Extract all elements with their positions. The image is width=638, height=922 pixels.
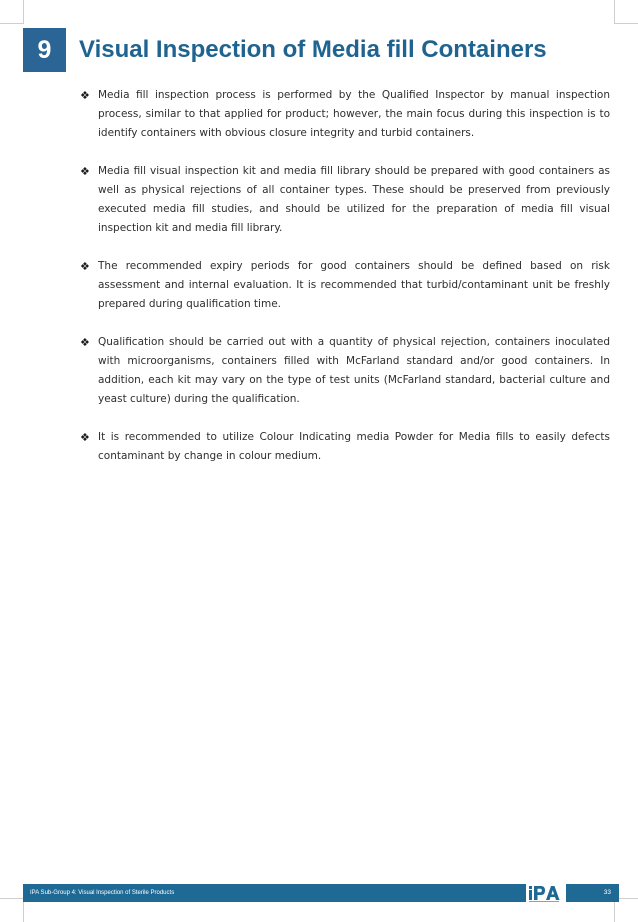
- footer-text: IPA Sub-Group 4: Visual Inspection of Sterile Products: [30, 890, 175, 896]
- crop-mark: [23, 0, 24, 24]
- ipa-logo: [526, 881, 566, 905]
- ipa-logo-icon: [528, 883, 564, 903]
- diamond-cross-bullet-icon: ❖: [80, 165, 90, 178]
- bullet-text: Qualification should be carried out with a quantity of physical rejection, containers inoculated with microorganisms, containers filled with McFarland standard and/or good containers. In addition, each kit may vary on the type of test units (McFarland standard, bacterial culture and yeast culture) during the qualification.: [98, 336, 610, 405]
- footer-bar: [23, 884, 619, 902]
- crop-mark: [614, 0, 615, 24]
- list-item: [80, 333, 610, 409]
- crop-mark: [0, 23, 24, 24]
- list-item: [80, 428, 610, 466]
- diamond-cross-bullet-icon: ❖: [80, 89, 90, 102]
- list-item: [80, 86, 610, 143]
- bullet-text: Media fill visual inspection kit and media fill library should be prepared with good containers as well as physical rejections of all container types. These should be preserved from previously executed media fill studies, and should be utilized for the preparation of media fill visual inspection kit and media fill library.: [98, 165, 610, 234]
- bullet-list: [80, 86, 610, 485]
- crop-mark: [0, 898, 24, 899]
- page-number: 33: [603, 889, 611, 896]
- bullet-text: Media fill inspection process is performed by the Qualified Inspector by manual inspection process, similar to that applied for product; however, the main focus during this inspection is to identify containers with obvious closure integrity and turbid containers.: [98, 89, 610, 139]
- diamond-cross-bullet-icon: ❖: [80, 431, 90, 444]
- section-title: Visual Inspection of Media fill Containers: [79, 36, 547, 63]
- bullet-text: It is recommended to utilize Colour Indicating media Powder for Media fills to easily defects contaminant by change in colour medium.: [98, 431, 610, 462]
- list-item: [80, 257, 610, 314]
- section-number-badge: 9: [23, 28, 66, 72]
- diamond-cross-bullet-icon: ❖: [80, 260, 90, 273]
- diamond-cross-bullet-icon: ❖: [80, 336, 90, 349]
- crop-mark: [614, 23, 638, 24]
- bullet-text: The recommended expiry periods for good containers should be defined based on risk assessment and internal evaluation. It is recommended that turbid/contaminant unit be freshly prepared during qualification time.: [98, 260, 610, 310]
- list-item: [80, 162, 610, 238]
